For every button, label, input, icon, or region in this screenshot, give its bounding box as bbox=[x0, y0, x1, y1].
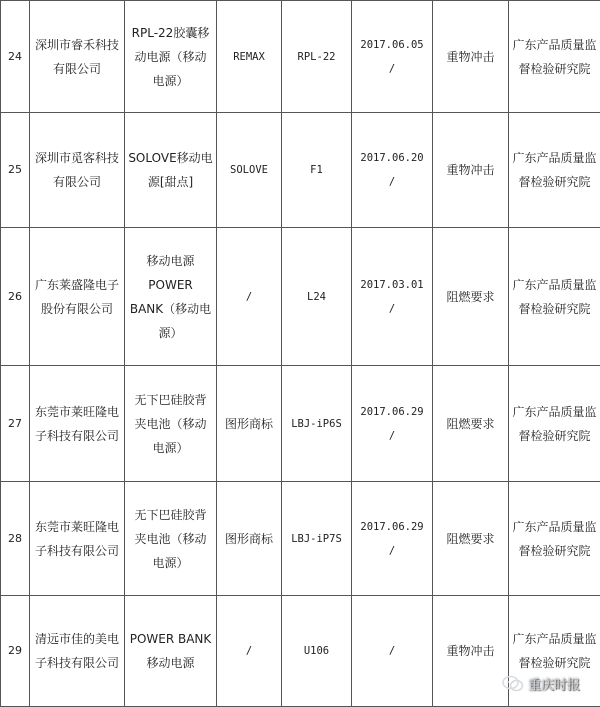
company-cell: 东莞市莱旺隆电子科技有限公司 bbox=[30, 482, 125, 596]
production-date: 2017.06.29 bbox=[355, 400, 429, 424]
wechat-chat-bubble-icon bbox=[502, 675, 524, 693]
product-name-line: RPL-22胶囊移 bbox=[128, 21, 213, 45]
company-cell: 深圳市睿禾科技有限公司 bbox=[30, 1, 125, 113]
product-name-line: 电源） bbox=[128, 69, 213, 93]
product-name-line: 源） bbox=[128, 321, 213, 345]
product-name-cell bbox=[125, 366, 217, 482]
company-cell: 广东莱盛隆电子股份有限公司 bbox=[30, 228, 125, 366]
product-name-cell bbox=[125, 596, 217, 707]
inspection-agency-cell: 广东产品质量监督检验研究院 bbox=[509, 228, 600, 366]
table-row bbox=[1, 228, 600, 366]
table-row bbox=[1, 113, 600, 228]
company-cell: 清远市佳的美电子科技有限公司 bbox=[30, 596, 125, 707]
inspection-agency-cell: 广东产品质量监督检验研究院 bbox=[509, 482, 600, 596]
model-cell: F1 bbox=[282, 113, 352, 228]
product-name-line: 电源） bbox=[128, 551, 213, 575]
production-batch: / bbox=[355, 170, 429, 194]
inspection-agency-cell: 广东产品质量监督检验研究院 bbox=[509, 113, 600, 228]
failed-item-cell: 阻燃要求 bbox=[433, 366, 509, 482]
production-batch: / bbox=[355, 539, 429, 563]
row-number-cell: 26 bbox=[1, 228, 30, 366]
failed-item-cell: 阻燃要求 bbox=[433, 482, 509, 596]
row-number-cell: 27 bbox=[1, 366, 30, 482]
product-name-line: SOLOVE移动电 bbox=[128, 146, 213, 170]
brand-cell: 图形商标 bbox=[217, 482, 282, 596]
product-name-cell bbox=[125, 113, 217, 228]
product-name-line: POWER bbox=[128, 273, 213, 297]
product-name-line: 夹电池（移动 bbox=[128, 527, 213, 551]
row-number-cell: 25 bbox=[1, 113, 30, 228]
row-number-cell: 24 bbox=[1, 1, 30, 113]
production-date-cell bbox=[352, 228, 433, 366]
inspection-agency-cell: 广东产品质量监督检验研究院 bbox=[509, 366, 600, 482]
production-date: 2017.06.05 bbox=[355, 33, 429, 57]
failed-item-cell: 重物冲击 bbox=[433, 113, 509, 228]
product-name-line: 无下巴硅胶背 bbox=[128, 388, 213, 412]
production-date-cell bbox=[352, 596, 433, 707]
production-date: 2017.03.01 bbox=[355, 273, 429, 297]
production-batch: / bbox=[355, 57, 429, 81]
production-date-cell bbox=[352, 113, 433, 228]
production-batch: / bbox=[355, 424, 429, 448]
product-name-cell bbox=[125, 228, 217, 366]
model-cell: LBJ-iP6S bbox=[282, 366, 352, 482]
production-date-cell bbox=[352, 482, 433, 596]
product-name-cell bbox=[125, 482, 217, 596]
failed-item-cell: 重物冲击 bbox=[433, 1, 509, 113]
watermark bbox=[502, 674, 580, 693]
table-row bbox=[1, 1, 600, 113]
table-body bbox=[1, 1, 600, 707]
inspection-agency-cell: 广东产品质量监督检验研究院 bbox=[509, 596, 600, 707]
product-name-cell bbox=[125, 1, 217, 113]
production-date-cell bbox=[352, 1, 433, 113]
table-row bbox=[1, 482, 600, 596]
brand-cell: / bbox=[217, 228, 282, 366]
production-date: 2017.06.29 bbox=[355, 515, 429, 539]
product-name-line: 无下巴硅胶背 bbox=[128, 503, 213, 527]
production-batch: / bbox=[355, 297, 429, 321]
product-name-line: 电源） bbox=[128, 436, 213, 460]
product-name-line: 移动电源 bbox=[128, 249, 213, 273]
brand-cell: / bbox=[217, 596, 282, 707]
model-cell: LBJ-iP7S bbox=[282, 482, 352, 596]
product-name-line: 夹电池（移动 bbox=[128, 412, 213, 436]
failed-item-cell: 重物冲击 bbox=[433, 596, 509, 707]
row-number-cell: 28 bbox=[1, 482, 30, 596]
model-cell: L24 bbox=[282, 228, 352, 366]
failed-item-cell: 阻燃要求 bbox=[433, 228, 509, 366]
production-date: / bbox=[355, 639, 429, 663]
company-cell: 东莞市莱旺隆电子科技有限公司 bbox=[30, 366, 125, 482]
inspection-agency-cell: 广东产品质量监督检验研究院 bbox=[509, 1, 600, 113]
brand-cell: REMAX bbox=[217, 1, 282, 113]
product-name-line: POWER BANK bbox=[128, 627, 213, 651]
watermark-text: 重庆时报 bbox=[528, 674, 580, 693]
model-cell: U106 bbox=[282, 596, 352, 707]
product-name-line: 动电源（移动 bbox=[128, 45, 213, 69]
product-name-line: BANK（移动电 bbox=[128, 297, 213, 321]
company-cell: 深圳市觅客科技有限公司 bbox=[30, 113, 125, 228]
product-name-line: 源[甜点] bbox=[128, 170, 213, 194]
row-number-cell: 29 bbox=[1, 596, 30, 707]
production-date-cell bbox=[352, 366, 433, 482]
model-cell: RPL-22 bbox=[282, 1, 352, 113]
table-row bbox=[1, 366, 600, 482]
production-date: 2017.06.20 bbox=[355, 146, 429, 170]
brand-cell: 图形商标 bbox=[217, 366, 282, 482]
product-name-line: 移动电源 bbox=[128, 651, 213, 675]
brand-cell: SOLOVE bbox=[217, 113, 282, 228]
